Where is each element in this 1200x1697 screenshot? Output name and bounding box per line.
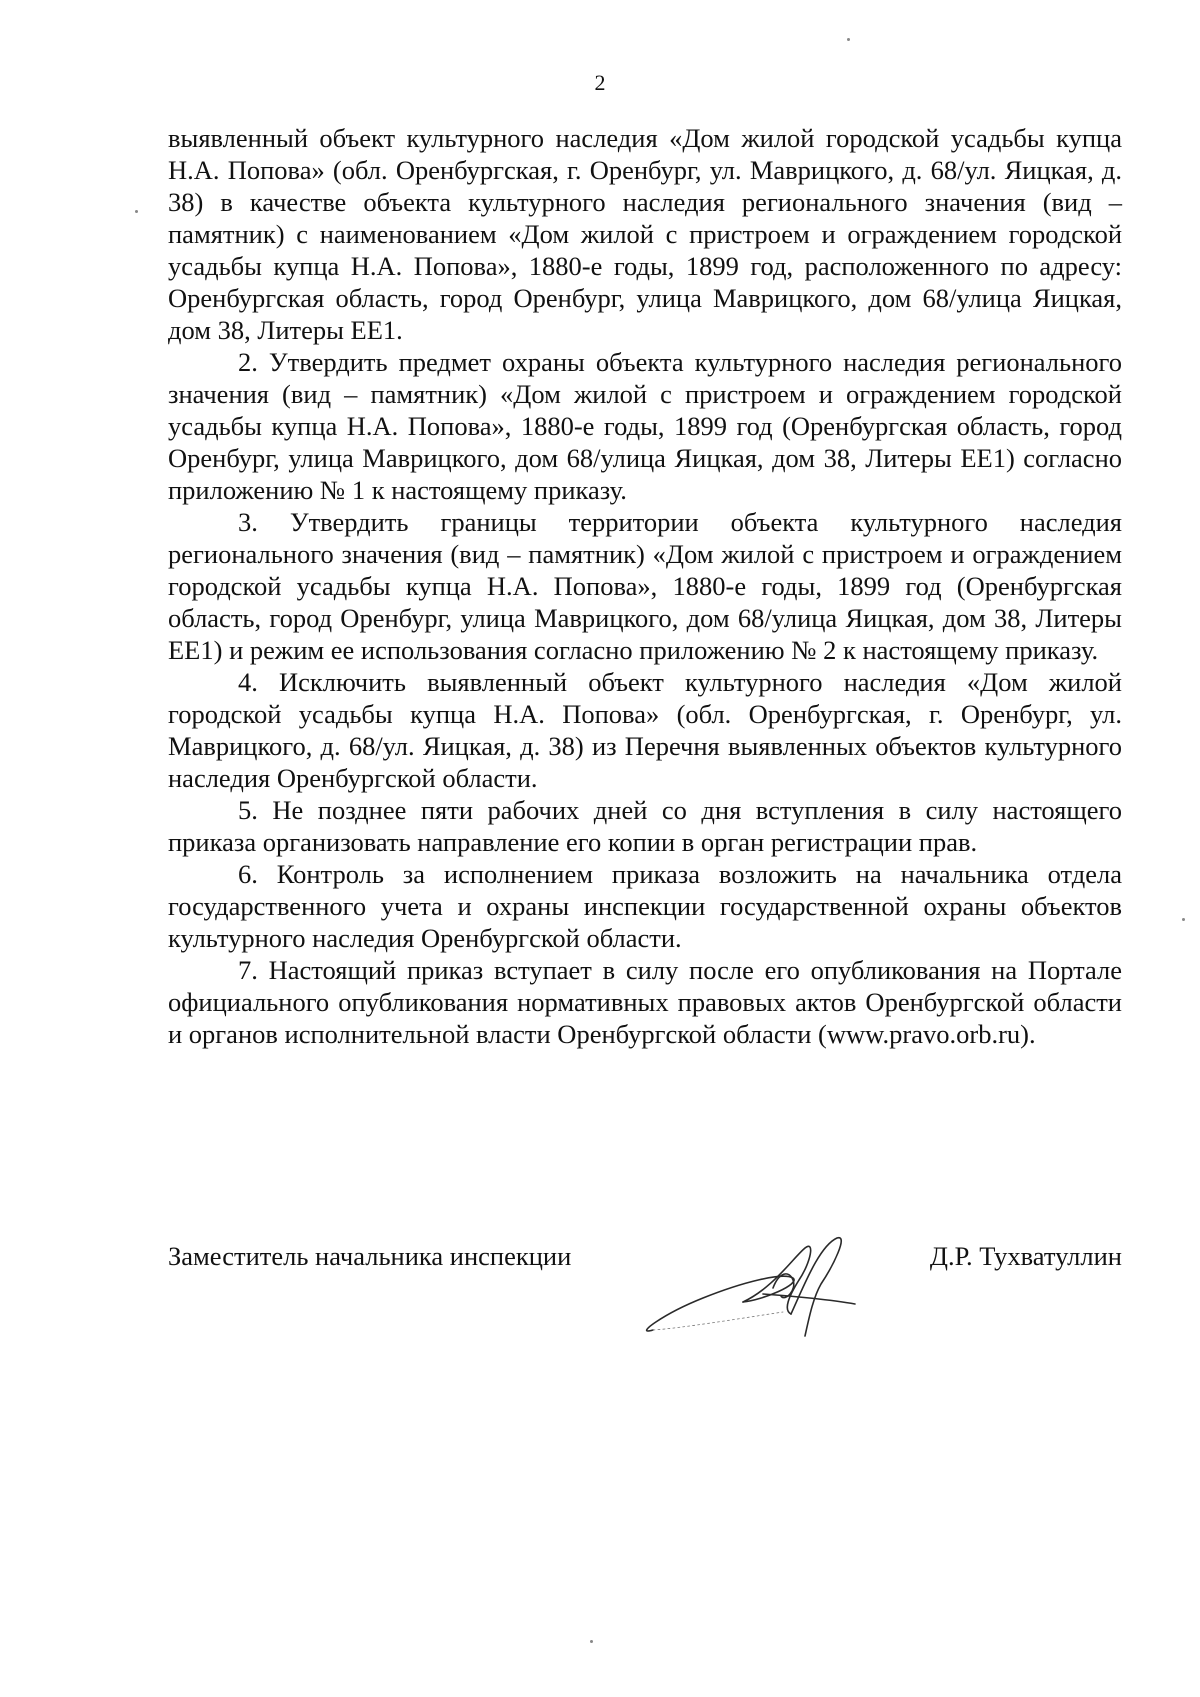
scan-speck [590, 1640, 593, 1643]
signatory-name: Д.Р. Тухватуллин [929, 1241, 1122, 1271]
paragraph-item-7: 7. Настоящий приказ вступает в силу после его опубликования на Портале официального опубликования нормативных правовых актов Оренбургской области и органов исполнительной власти Оренбургской области (www.pravo.orb.ru). [168, 955, 1122, 1049]
paragraph-item-6: 6. Контроль за исполнением приказа возложить на начальника отдела государственного учета и охраны инспекции государственной охраны объектов культурного наследия Оренбургской области. [168, 859, 1122, 953]
paragraph-item-5: 5. Не позднее пяти рабочих дней со дня вступления в силу настоящего приказа организовать направление его копии в орган регистрации прав. [168, 795, 1122, 857]
paragraph-item-3: 3. Утвердить границы территории объекта культурного наследия регионального значения (вид – памятник) «Дом жилой с пристроем и ограждением городской усадьбы купца Н.А. Попова», 1880-е годы, 1899 год (Оренбургская область, город Оренбург, улица Маврицкого, дом 68/улица Яицкая, дом 38, Литеры ЕЕ1) и режим ее использования согласно приложению № 2 к настоящему приказу. [168, 507, 1122, 665]
scan-speck [135, 210, 138, 213]
page-number: 2 [594, 70, 606, 95]
scan-speck [1182, 918, 1185, 921]
paragraph-item-2: 2. Утвердить предмет охраны объекта культурного наследия регионального значения (вид – памятник) «Дом жилой с пристроем и ограждением городской усадьбы купца Н.А. Попова», 1880-е годы, 1899 год (Оренбургская область, город Оренбург, улица Маврицкого, дом 68/улица Яицкая, дом 38, Литеры ЕЕ1) согласно приложению № 1 к настоящему приказу. [168, 347, 1122, 505]
paragraph-item-4: 4. Исключить выявленный объект культурного наследия «Дом жилой городской усадьбы купца Н.А. Попова» (обл. Оренбургская, г. Оренбург, ул. Маврицкого, д. 68/ул. Яицкая, д. 38) из Перечня выявленных объектов культурного наследия Оренбургской области. [168, 667, 1122, 793]
paragraph-1-continuation: выявленный объект культурного наследия «Дом жилой городской усадьбы купца Н.А. Попова» (обл. Оренбургская, г. Оренбург, ул. Маврицкого, д. 68/ул. Яицкая, д. 38) в качестве объекта культурного наследия регионального значения (вид – памятник) с наименованием «Дом жилой с пристроем и ограждением городской усадьбы купца Н.А. Попова», 1880-е годы, 1899 год, расположенного по адресу: Оренбургская область, город Оренбург, улица Маврицкого, дом 68/улица Яицкая, дом 38, Литеры ЕЕ1. [168, 123, 1122, 345]
scan-speck [847, 38, 850, 41]
handwritten-signature [623, 1218, 883, 1348]
document-body [168, 122, 1122, 1050]
signatory-position: Заместитель начальника инспекции [168, 1241, 572, 1271]
signature-block [168, 1230, 1122, 1350]
